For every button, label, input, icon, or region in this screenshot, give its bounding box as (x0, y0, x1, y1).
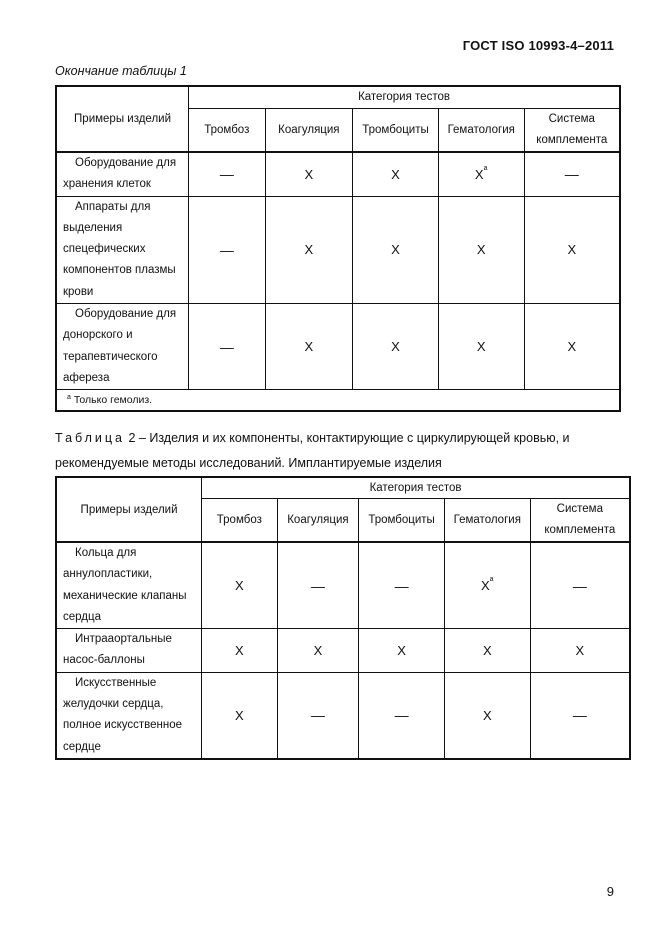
table2-col-header: Гематология (444, 498, 530, 542)
table2-col-header: Система комплемента (530, 498, 630, 542)
table2-col-header: Тромбоз (202, 498, 278, 542)
table2-value-cell: X (530, 629, 630, 673)
table1-value-cell: — (189, 196, 266, 303)
table1-value-cell: — (524, 152, 620, 196)
table1-col-header: Тромбоциты (353, 108, 439, 152)
table2-caption (55, 426, 615, 476)
table-row (56, 672, 630, 759)
footnote-ref: a (483, 164, 488, 172)
table1-value-cell: X (524, 304, 620, 390)
cell-value: X (474, 166, 484, 182)
table-row (56, 304, 620, 390)
table1-value-cell: X (265, 196, 353, 303)
table2-item-cell: Кольца для аннулопластики, механические клапаны сердца (56, 542, 202, 629)
footnote-text: Только гемолиз. (70, 394, 153, 407)
table2-col-header: Тромбоциты (359, 498, 445, 542)
table1-value-cell: X (353, 196, 439, 303)
table1-item-cell: Оборудование для донорского и терапевтического афереза (56, 304, 189, 390)
table2-value-cell: X (202, 672, 278, 759)
table-row (56, 629, 630, 673)
table1-col-header: Тромбоз (189, 108, 266, 152)
table2-items-header: Примеры изделий (56, 477, 202, 542)
table1-footnote (56, 390, 620, 411)
table2-value-cell: — (277, 542, 359, 629)
table2-value-cell: X (444, 672, 530, 759)
table1-value-cell: X (438, 196, 524, 303)
table2-value-cell (444, 542, 530, 629)
table1-col-header: Гематология (438, 108, 524, 152)
table1-value-cell: X (265, 152, 353, 196)
table1-value-cell: X (353, 304, 439, 390)
table2 (55, 476, 631, 760)
table1-caption: Окончание таблицы 1 (55, 64, 187, 78)
table2-value-cell: — (530, 542, 630, 629)
table2-value-cell: X (202, 542, 278, 629)
table2-value-cell: — (277, 672, 359, 759)
table2-value-cell: — (359, 672, 445, 759)
footnote-ref: a (489, 576, 494, 584)
table2-value-cell: — (359, 542, 445, 629)
table1-value-cell: — (189, 152, 266, 196)
table1 (55, 85, 621, 412)
table2-item-cell: Интрааортальные насос-баллоны (56, 629, 202, 673)
table2-caption-label: Таблица (55, 431, 126, 445)
table1-value-cell: — (189, 304, 266, 390)
table2-caption-text: – Изделия и их компоненты, контактирующие с циркулирующей кровью, и рекомендуемые методы исследований. Имплантируемые изделия (55, 431, 570, 470)
table1-value-cell (438, 152, 524, 196)
table1-value-cell: X (438, 304, 524, 390)
table2-value-cell: X (359, 629, 445, 673)
table1-col-header: Коагуляция (265, 108, 353, 152)
table2-value-cell: — (530, 672, 630, 759)
table2-value-cell: X (277, 629, 359, 673)
table2-item-cell: Искусственные желудочки сердца, полное искусственное сердце (56, 672, 202, 759)
table-row (56, 152, 620, 196)
footnote-mark: a (67, 394, 71, 402)
table2-value-cell: X (202, 629, 278, 673)
table-row (56, 196, 620, 303)
table1-item-cell: Аппараты для выделения спецефических компонентов плазмы крови (56, 196, 189, 303)
table1-value-cell: X (353, 152, 439, 196)
table2-category-header: Категория тестов (202, 477, 630, 498)
table2-value-cell: X (444, 629, 530, 673)
table1-value-cell: X (265, 304, 353, 390)
standard-header: ГОСТ ISO 10993-4–2011 (462, 38, 614, 53)
page-number: 9 (606, 884, 614, 899)
table1-category-header: Категория тестов (189, 86, 620, 108)
table-row (56, 542, 630, 629)
table1-items-header: Примеры изделий (56, 86, 189, 152)
table1-value-cell: X (524, 196, 620, 303)
table2-caption-number: 2 (128, 431, 136, 445)
cell-value: X (481, 578, 490, 594)
table1-col-header: Система комплемента (524, 108, 620, 152)
table2-col-header: Коагуляция (277, 498, 359, 542)
table1-item-cell: Оборудование для хранения клеток (56, 152, 189, 196)
